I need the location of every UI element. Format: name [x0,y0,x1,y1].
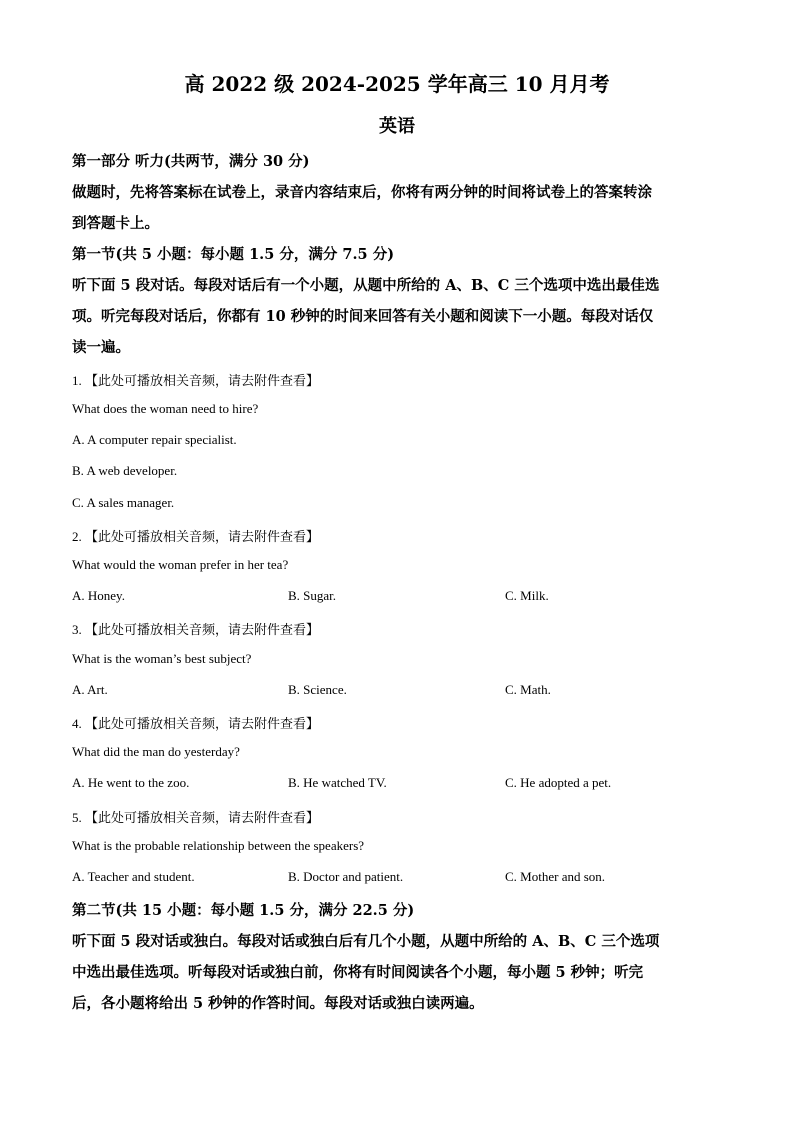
question-3-option-a: A. Art. [72,682,108,697]
section1-instruction-line: 听下面 5 段对话。每段对话后有一个小题，从题中所给的 A、B、C 三个选项中选出最佳选 [72,277,660,294]
question-2-audio-marker[interactable]: 2. 【此处可播放相关音频，请去附件查看】 [72,529,320,544]
question-1-option-a: A. A computer repair specialist. [72,432,237,447]
section2-instruction-line: 中选出最佳选项。听每段对话或独白前，你将有时间阅读各个小题，每小题 5 秒钟；听完 [72,964,644,981]
question-3-option-b: B. Science. [288,682,347,697]
exam-title: 高 2022 级 2024-2025 学年高三 10 月月考 [184,72,610,96]
section1-instruction-line: 项。听完每段对话后，你都有 10 秒钟的时间来回答有关小题和阅读下一小题。每段对话仅 [72,308,654,325]
question-5-option-a: A. Teacher and student. [72,869,195,884]
section2-instruction-line: 后，各小题将给出 5 秒钟的作答时间。每段对话或独白读两遍。 [72,995,484,1012]
question-4-audio-marker[interactable]: 4. 【此处可播放相关音频，请去附件查看】 [72,716,320,731]
section1-instruction-line: 读一遍。 [72,339,130,356]
question-2-option-b: B. Sugar. [288,588,337,603]
question-2-option-c: C. Milk. [505,588,549,603]
part1-heading: 第一部分 听力(共两节，满分 30 分) [72,153,310,170]
section2-heading: 第二节(共 15 小题：每小题 1.5 分，满分 22.5 分) [72,902,415,919]
section2-instruction-line: 听下面 5 段对话或独白。每段对话或独白后有几个小题，从题中所给的 A、B、C 三个选项 [72,933,660,950]
question-3-text: What is the woman’s best subject? [72,651,252,666]
subject-title: 英语 [379,116,415,137]
question-2-text: What would the woman prefer in her tea? [72,557,289,572]
question-5-option-c: C. Mother and son. [505,869,606,884]
question-4-option-b: B. He watched TV. [288,775,387,790]
question-3-audio-marker[interactable]: 3. 【此处可播放相关音频，请去附件查看】 [72,622,320,637]
part1-instruction-line: 做题时，先将答案标在试卷上，录音内容结束后，你将有两分钟的时间将试卷上的答案转涂 [72,184,652,201]
question-2-option-a: A. Honey. [72,588,125,603]
question-5-text: What is the probable relationship between the speakers? [72,838,365,853]
part1-instruction-line: 到答题卡上。 [72,215,159,232]
question-3-option-c: C. Math. [505,682,551,697]
question-1-text: What does the woman need to hire? [72,401,259,416]
question-4-text: What did the man do yesterday? [72,744,240,759]
question-1-option-b: B. A web developer. [72,463,178,478]
question-5-option-b: B. Doctor and patient. [288,869,404,884]
question-1-option-c: C. A sales manager. [72,495,175,510]
question-4-option-a: A. He went to the zoo. [72,775,190,790]
question-5-audio-marker[interactable]: 5. 【此处可播放相关音频，请去附件查看】 [72,810,320,825]
section1-heading: 第一节(共 5 小题：每小题 1.5 分，满分 7.5 分) [72,246,395,263]
question-4-option-c: C. He adopted a pet. [505,775,612,790]
question-1-audio-marker[interactable]: 1. 【此处可播放相关音频，请去附件查看】 [72,373,320,388]
